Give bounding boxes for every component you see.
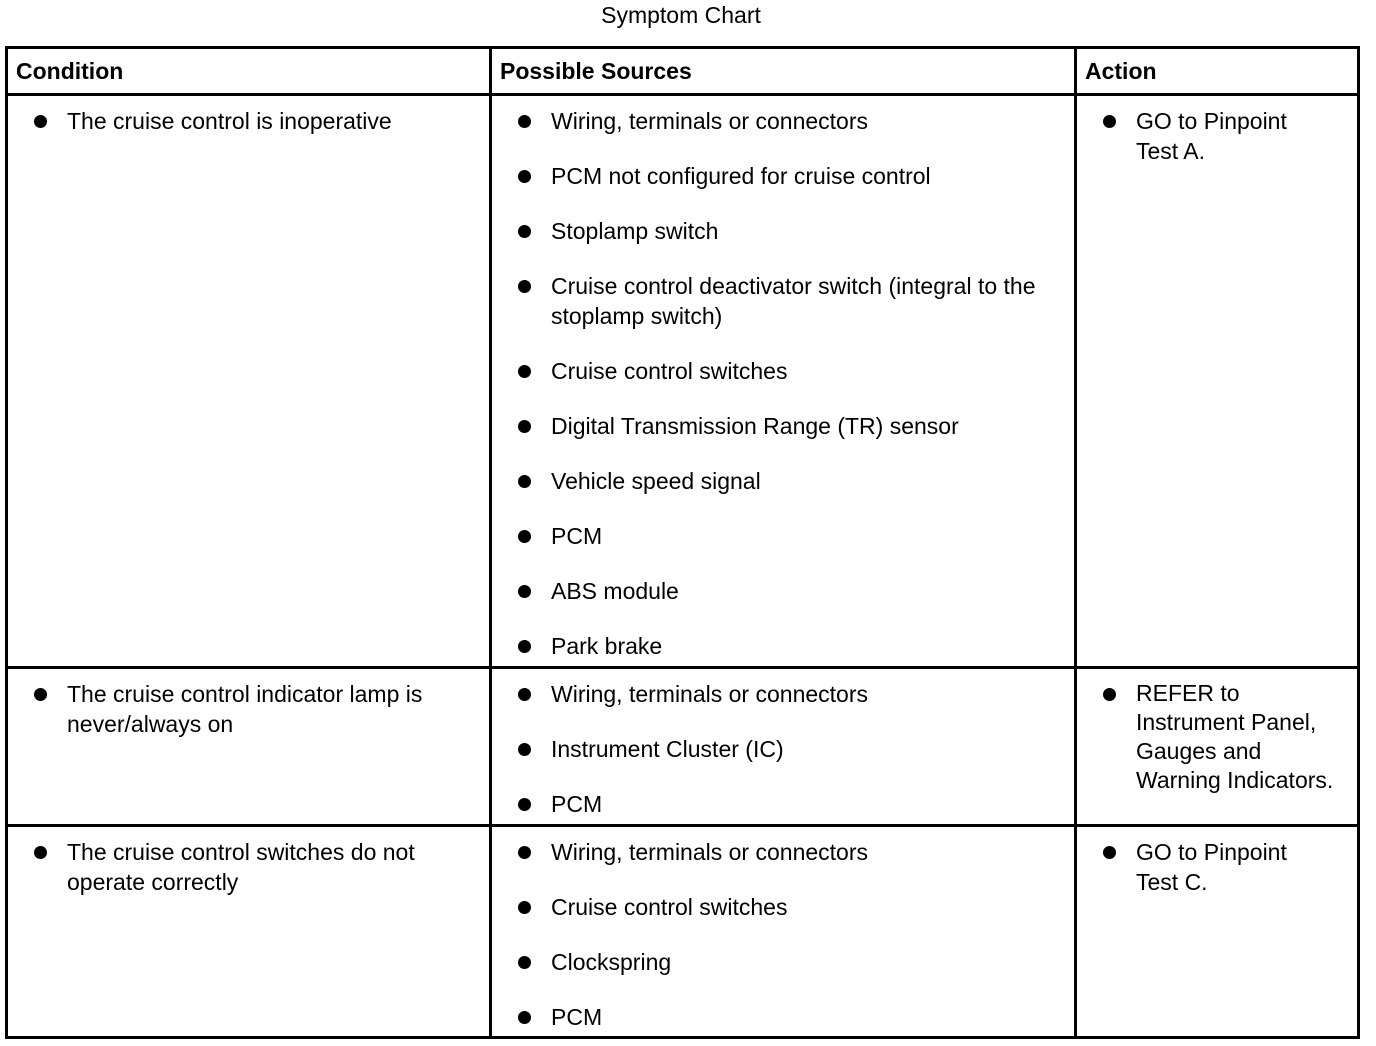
- source-item: [516, 161, 1066, 191]
- action-item: [1101, 679, 1349, 795]
- condition-cell: [7, 95, 491, 668]
- source-text: Wiring, terminals or connectors: [551, 681, 868, 707]
- condition-item: [32, 679, 481, 739]
- bullet-icon: [518, 846, 531, 859]
- action-cell: [1076, 668, 1359, 826]
- action-item: [1101, 837, 1349, 897]
- bullet-icon: [518, 170, 531, 183]
- bullet-icon: [518, 956, 531, 969]
- bullet-icon: [34, 115, 47, 128]
- bullet-icon: [518, 798, 531, 811]
- source-item: [516, 106, 1066, 136]
- table-row: [7, 668, 1359, 826]
- source-text: Instrument Cluster (IC): [551, 736, 784, 762]
- bullet-icon: [518, 1011, 531, 1024]
- action-item: [1101, 106, 1349, 166]
- bullet-icon: [518, 901, 531, 914]
- source-item: [516, 576, 1066, 606]
- source-text: Digital Transmission Range (TR) sensor: [551, 413, 959, 439]
- header-row: [7, 48, 1359, 95]
- source-item: [516, 466, 1066, 496]
- header-possible-sources: Possible Sources: [491, 48, 1076, 95]
- source-item: [516, 892, 1066, 922]
- sources-cell: [491, 668, 1076, 826]
- bullet-icon: [1103, 846, 1116, 859]
- source-text: PCM not configured for cruise control: [551, 163, 931, 189]
- source-text: PCM: [551, 791, 603, 817]
- source-text: Park brake: [551, 633, 663, 659]
- source-item: [516, 1002, 1066, 1032]
- bullet-icon: [518, 743, 531, 756]
- bullet-icon: [518, 688, 531, 701]
- source-text: Cruise control deactivator switch (integral to the stoplamp switch): [551, 273, 1036, 329]
- symptom-chart-table: [5, 46, 1360, 1039]
- bullet-icon: [518, 475, 531, 488]
- action-text: GO to Pinpoint Test C.: [1136, 839, 1287, 895]
- source-text: PCM: [551, 523, 603, 549]
- sources-cell: [491, 826, 1076, 1038]
- bullet-icon: [518, 280, 531, 293]
- source-text: Cruise control switches: [551, 358, 788, 384]
- condition-item: [32, 106, 481, 136]
- bullet-icon: [1103, 115, 1116, 128]
- table-row: [7, 826, 1359, 1038]
- header-action: Action: [1076, 48, 1359, 95]
- source-text: Cruise control switches: [551, 894, 788, 920]
- action-cell: [1076, 826, 1359, 1038]
- source-item: [516, 679, 1066, 709]
- source-item: [516, 411, 1066, 441]
- table-row: [7, 95, 1359, 668]
- condition-text: The cruise control is inoperative: [67, 108, 392, 134]
- header-condition: Condition: [7, 48, 491, 95]
- source-text: Wiring, terminals or connectors: [551, 108, 868, 134]
- source-text: PCM: [551, 1004, 603, 1030]
- page-title: Symptom Chart: [601, 2, 761, 28]
- action-cell: [1076, 95, 1359, 668]
- source-item: [516, 734, 1066, 764]
- bullet-icon: [518, 640, 531, 653]
- bullet-icon: [1103, 688, 1116, 701]
- bullet-icon: [518, 115, 531, 128]
- sources-cell: [491, 95, 1076, 668]
- source-text: Wiring, terminals or connectors: [551, 839, 868, 865]
- bullet-icon: [518, 225, 531, 238]
- source-item: [516, 521, 1066, 551]
- source-item: [516, 631, 1066, 661]
- condition-item: [32, 837, 481, 897]
- source-text: Clockspring: [551, 949, 672, 975]
- source-item: [516, 356, 1066, 386]
- action-text: GO to Pinpoint Test A.: [1136, 108, 1287, 164]
- bullet-icon: [34, 846, 47, 859]
- source-item: [516, 789, 1066, 819]
- source-text: ABS module: [551, 578, 679, 604]
- condition-cell: [7, 668, 491, 826]
- source-text: Vehicle speed signal: [551, 468, 761, 494]
- condition-cell: [7, 826, 491, 1038]
- bullet-icon: [518, 365, 531, 378]
- bullet-icon: [518, 530, 531, 543]
- source-item: [516, 271, 1066, 331]
- source-item: [516, 216, 1066, 246]
- bullet-icon: [34, 688, 47, 701]
- bullet-icon: [518, 585, 531, 598]
- source-text: Stoplamp switch: [551, 218, 719, 244]
- bullet-icon: [518, 420, 531, 433]
- condition-text: The cruise control indicator lamp is never/always on: [67, 681, 423, 737]
- source-item: [516, 947, 1066, 977]
- condition-text: The cruise control switches do not operate correctly: [67, 839, 415, 895]
- action-text: REFER to Instrument Panel, Gauges and Warning Indicators.: [1136, 680, 1334, 793]
- source-item: [516, 837, 1066, 867]
